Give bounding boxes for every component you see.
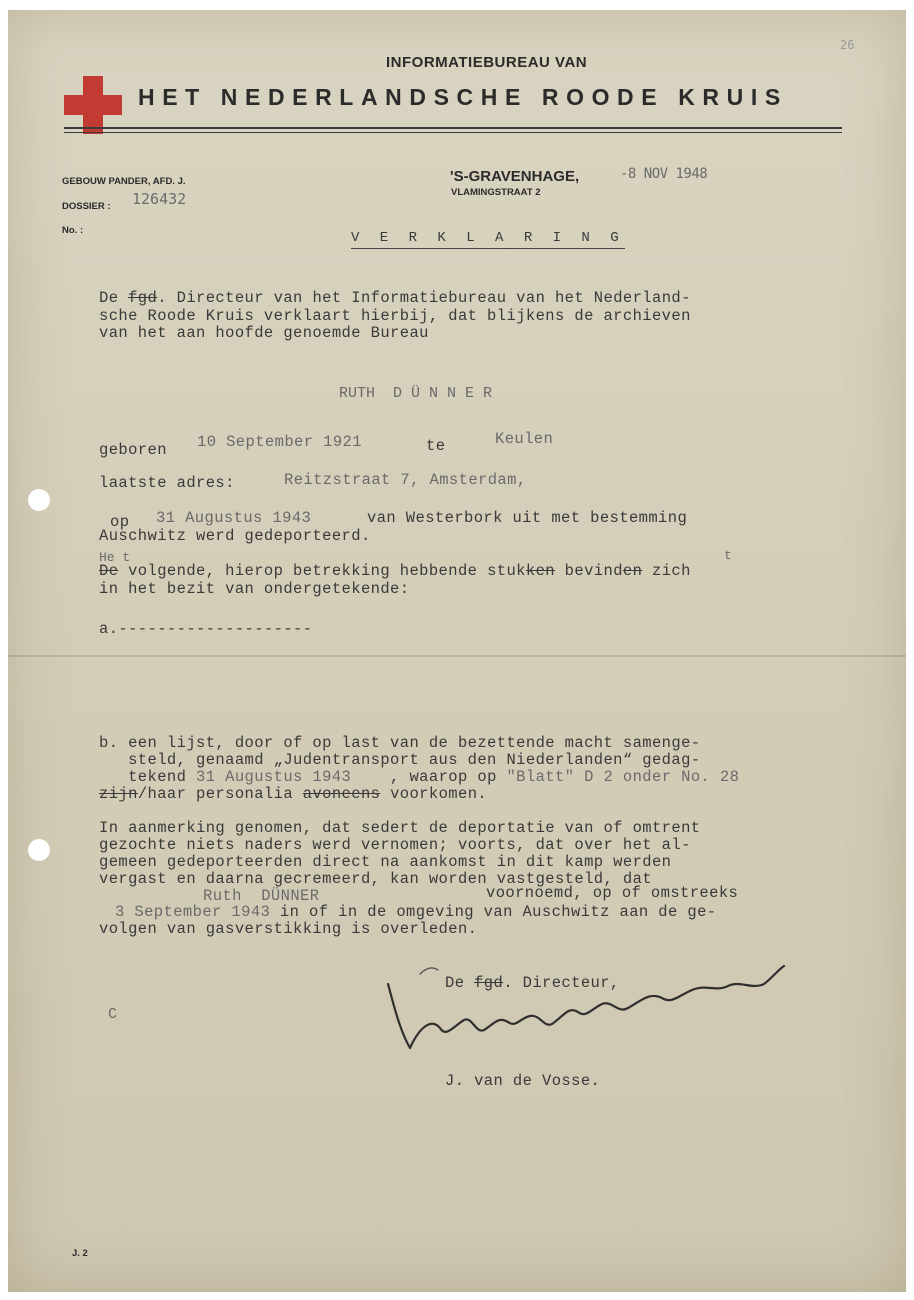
date-stamp: -8 NOV 1948	[620, 166, 708, 182]
punch-hole	[28, 489, 50, 511]
number-label: No. :	[62, 225, 84, 236]
building-label: GEBOUW PANDER, AFD. J.	[62, 176, 186, 187]
paper-fold-line	[8, 655, 906, 657]
pieces-line-1: De volgende, hierop betrekking hebbende stukken bevinden zich	[99, 562, 691, 580]
born-date: 10 September 1921	[197, 433, 362, 451]
pieces-line-2: in het bezit van ondergetekende:	[99, 580, 410, 598]
organization-name: HET NEDERLANDSCHE ROODE KRUIS	[138, 84, 788, 110]
item-b-line-4: zijn/haar personalia avoneens voorkomen.	[99, 785, 488, 803]
document-title: V E R K L A R I N G	[351, 230, 625, 249]
document-page	[8, 10, 906, 1292]
deport-line-2: Auschwitz werd gedeporteerd.	[99, 527, 371, 545]
conclusion-line-6: 3 September 1943 in of in de omgeving van Auschwitz aan de ge-	[115, 903, 717, 921]
conclusion-line-3: gemeen gedeporteerden direct na aankomst in dit kamp werden	[99, 853, 672, 871]
address-value: Reitzstraat 7, Amsterdam,	[284, 471, 527, 489]
dossier-label: DOSSIER :	[62, 201, 111, 212]
born-label: geboren	[99, 441, 167, 459]
bureau-line: INFORMATIEBUREAU VAN	[386, 54, 588, 71]
handwritten-signature	[380, 956, 800, 1066]
deport-text: van Westerbork uit met bestemming	[367, 509, 688, 527]
punch-hole	[28, 839, 50, 861]
person-name: RUTH D Ü N N E R	[339, 385, 493, 402]
deport-op-label: op	[110, 513, 130, 531]
item-b-line-3: tekend 31 Augustus 1943 , waarop op "Blatt" D 2 onder No. 28	[99, 768, 740, 786]
street-address: VLAMINGSTRAAT 2	[451, 187, 541, 198]
side-mark: C	[108, 1006, 118, 1023]
item-b-line-1: b. een lijst, door of op last van de bezettende macht samenge-	[99, 734, 701, 752]
letterhead-rule	[64, 127, 842, 129]
item-b-line-2: steld, genaamd „Judentransport aus den Niederlanden“ gedag-	[99, 751, 701, 769]
letterhead-rule	[64, 132, 842, 133]
conclusion-line-4: vergast en daarna gecremeerd, kan worden vastgesteld, dat	[99, 870, 652, 888]
signoff-title: De fgd. Directeur,	[445, 974, 620, 992]
corner-pencil-note: 26	[840, 38, 855, 52]
deport-date: 31 Augustus 1943	[156, 509, 312, 527]
conclusion-line-2: gezochte niets naders werd vernomen; voorts, dat over het al-	[99, 836, 691, 854]
het-correction: He t	[99, 550, 131, 565]
red-cross-icon	[64, 76, 122, 134]
t-correction: t	[724, 548, 732, 563]
intro-line-3: van het aan hoofde genoemde Bureau	[99, 324, 429, 342]
born-te: te	[426, 437, 446, 455]
signatory-name: J. van de Vosse.	[445, 1072, 601, 1090]
address-label: laatste adres:	[99, 474, 235, 492]
footer-code: J. 2	[72, 1248, 88, 1259]
conclusion-name: Ruth DÜNNER	[203, 887, 320, 905]
conclusion-line-7: volgen van gasverstikking is overleden.	[99, 920, 478, 938]
intro-line-1: De fgd. Directeur van het Informatiebureau van het Nederland-	[99, 289, 691, 307]
item-a: a.--------------------	[99, 620, 313, 638]
intro-line-2: sche Roode Kruis verklaart hierbij, dat blijkens de archieven	[99, 307, 691, 325]
city: 'S-GRAVENHAGE,	[450, 168, 580, 185]
conclusion-line-5: voornoemd, op of omstreeks	[486, 884, 739, 902]
dossier-number: 126432	[132, 190, 187, 208]
born-place: Keulen	[495, 430, 554, 448]
conclusion-line-1: In aanmerking genomen, dat sedert de deportatie van of omtrent	[99, 819, 701, 837]
